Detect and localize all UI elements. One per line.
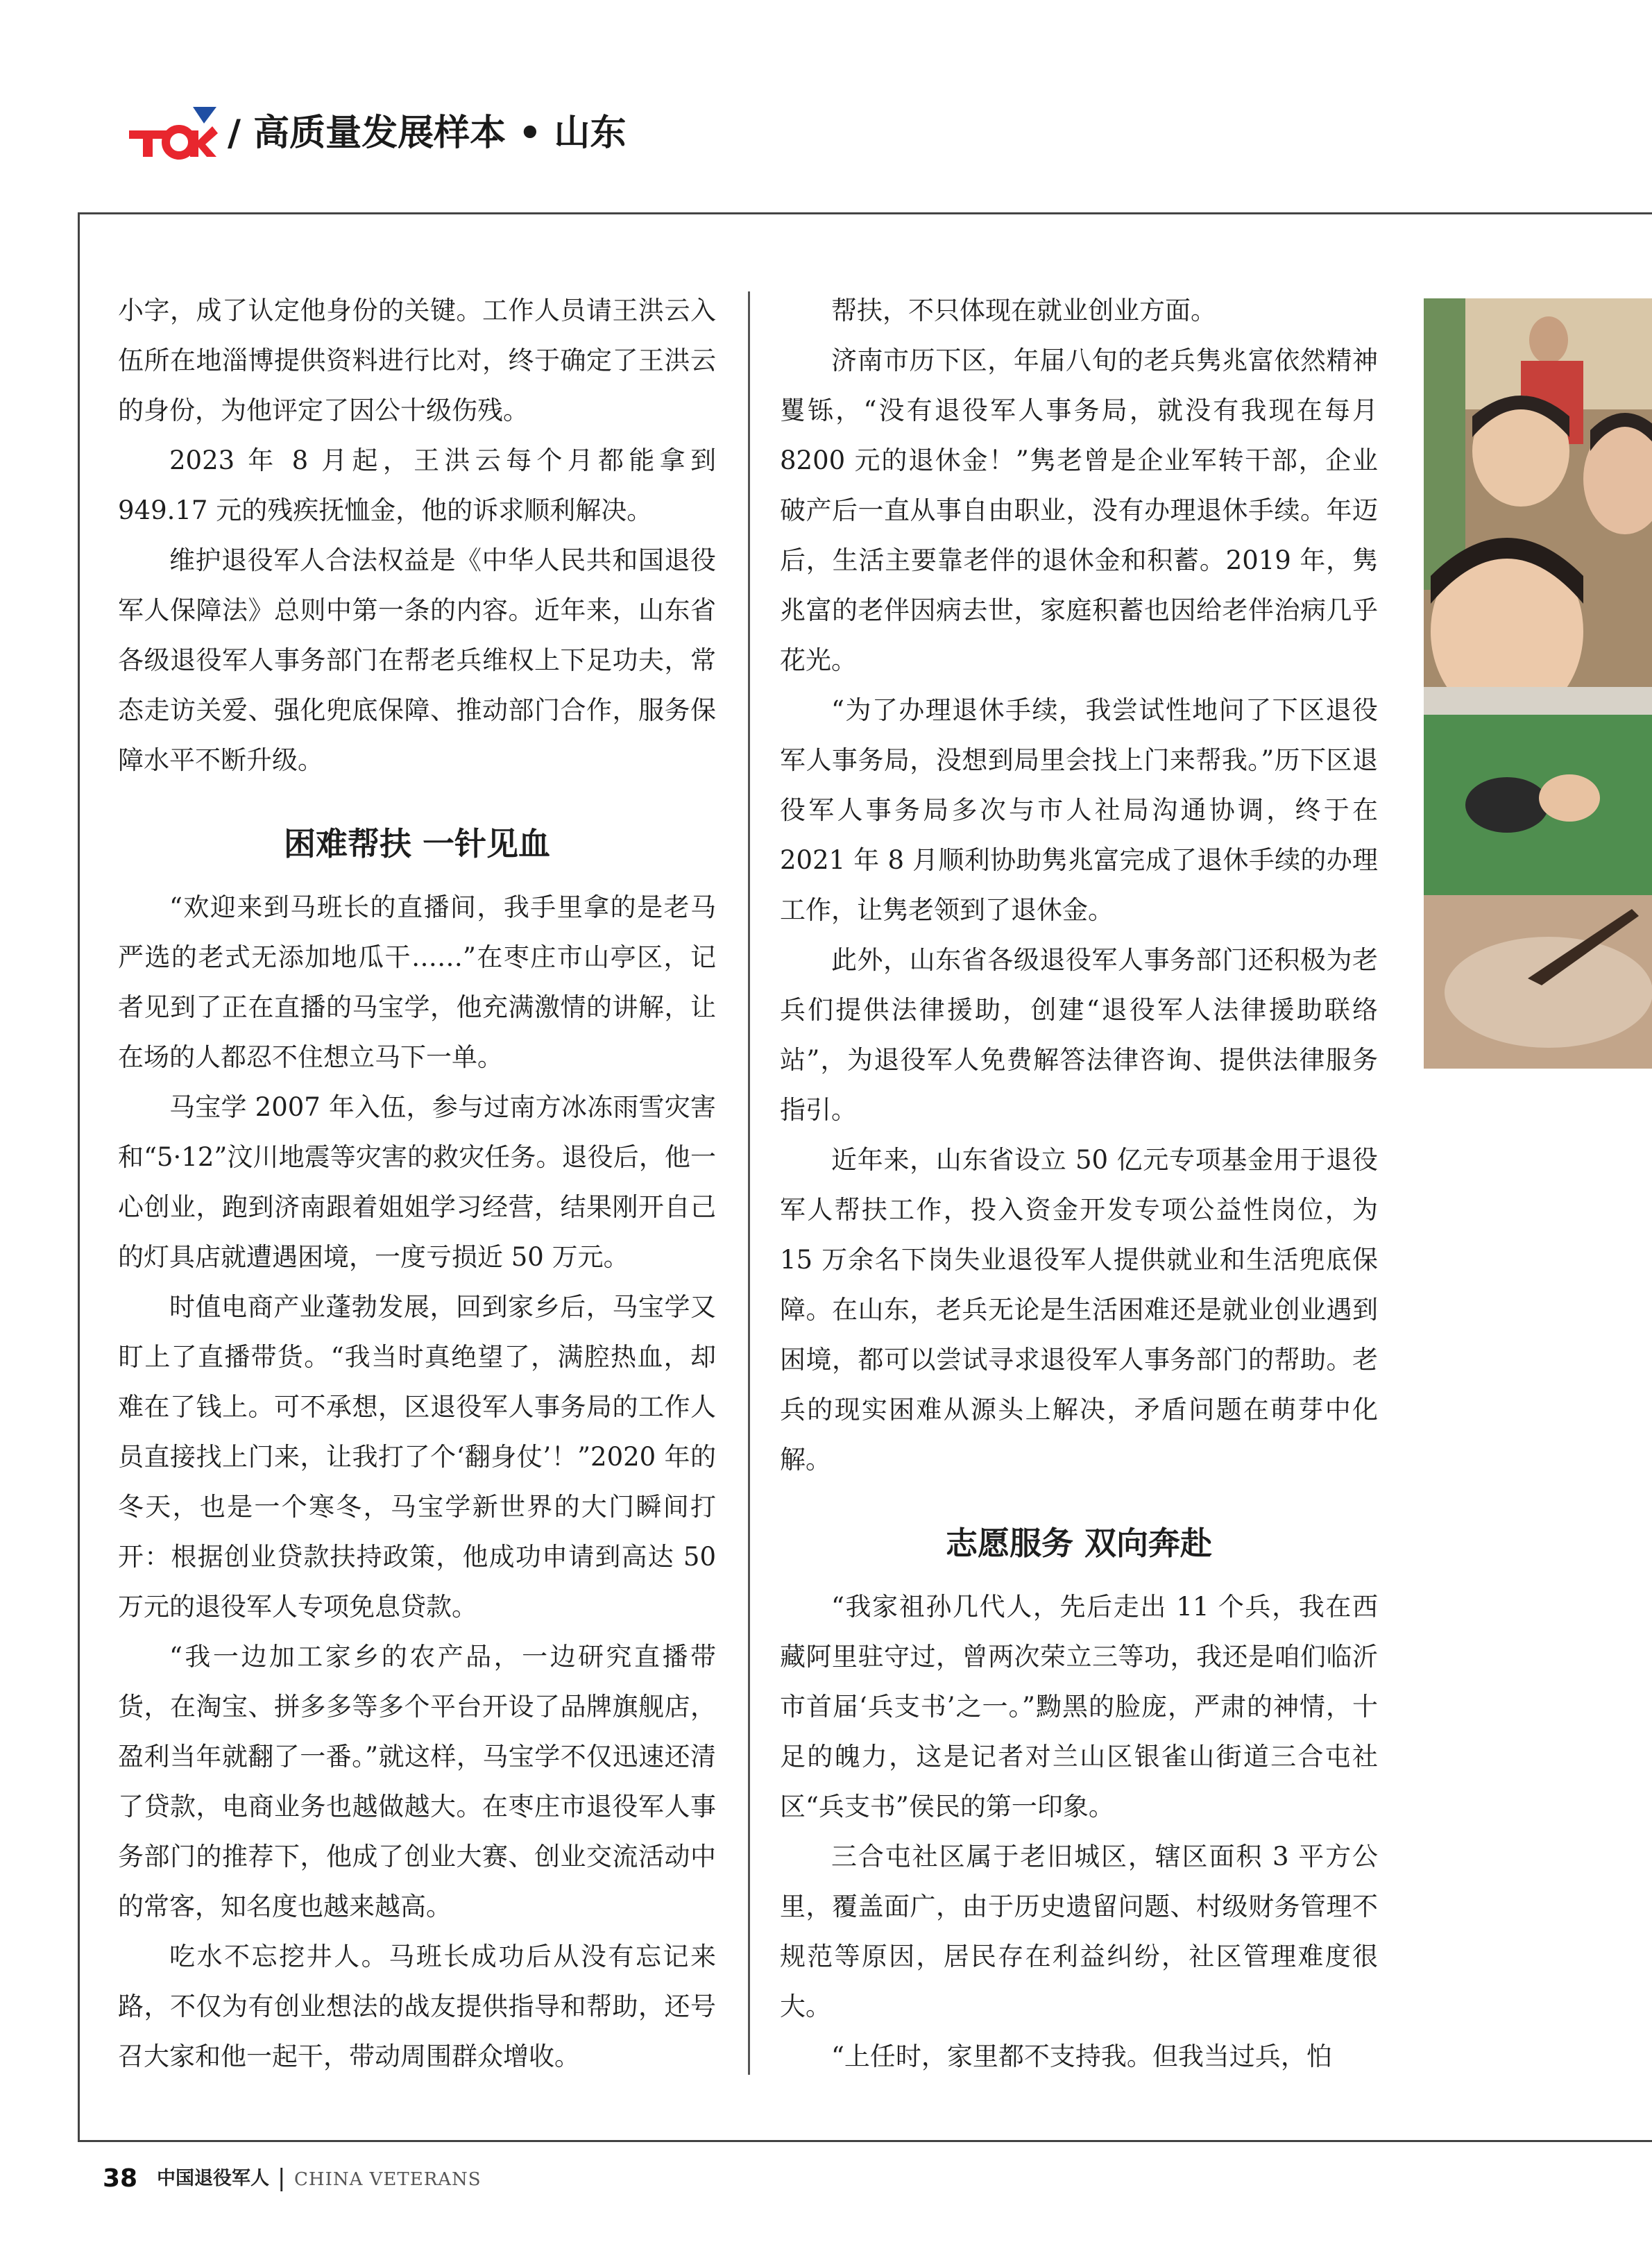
article-right-column [780, 286, 1378, 2082]
paragraph: 吃水不忘挖井人。马班长成功后从没有忘记来路，不仅为有创业想法的战友提供指导和帮助，还号召大家和他一起干，带动周围群众增收。 [118, 1942, 716, 2071]
paragraph: “为了办理退休手续，我尝试性地问了下区退役军人事务局，没想到局里会找上门来帮我。”历下区退役军人事务局多次与市人社局沟通协调，终于在 2021 年 8 月顺利协助隽兆富完成了退休手续的办理工作，让隽老领到了退休金。 [780, 695, 1378, 925]
frame-left-rule [78, 212, 80, 2141]
page-footer [103, 2159, 1005, 2201]
paragraph: 近年来，山东省设立 50 亿元专项基金用于退役军人帮扶工作，投入资金开发专项公益性岗位，为 15 万余名下岗失业退役军人提供就业和生活兜底保障。在山东，老兵无论是生活困难还是就业创业遇到困境，都可以尝试寻求退役军人事务部门的帮助。老兵的现实困难从源头上解决，矛盾问题在萌芽中化解。 [780, 1145, 1378, 1475]
paragraph: “我家祖孙几代人，先后走出 11 个兵，我在西藏阿里驻守过，曾两次荣立三等功，我还是咱们临沂市首届‘兵支书’之一。”黝黑的脸庞，严肃的神情，十足的魄力，这是记者对兰山区银雀山街道三合屯社区“兵支书”侯民的第一印象。 [780, 1592, 1378, 1821]
paragraph: 小字，成了认定他身份的关键。工作人员请王洪云入伍所在地淄博提供资料进行比对，终于确定了王洪云的身份，为他评定了因公十级伤残。 [118, 296, 716, 425]
paragraph: 马宝学 2007 年入伍，参与过南方冰冻雨雪灾害和“5·12”汶川地震等灾害的救灾任务。退役后，他一心创业，跑到济南跟着姐姐学习经营，结果刚开自己的灯具店就遭遇困境，一度亏损近 50 万元。 [118, 1092, 716, 1272]
paragraph: 帮扶，不只体现在就业创业方面。 [831, 296, 1216, 325]
frame-top-rule [78, 212, 1652, 214]
section-heading: 志愿服务 双向奔赴 [945, 1525, 1212, 1562]
paragraph: “我一边加工家乡的农产品，一边研究直播带货，在淘宝、拼多多等多个平台开设了品牌旗舰店，盈利当年就翻了一番。”就这样，马宝学不仅迅速还清了贷款，电商业务也越做越大。在枣庄市退役军人事务部门的推荐下，他成了创业大赛、创业交流活动中的常客，知名度也越来越高。 [118, 1642, 716, 1921]
page-header [126, 97, 1098, 173]
paragraph: 维护退役军人合法权益是《中华人民共和国退役军人保障法》总则中第一条的内容。近年来，山东省各级退役军人事务部门在帮老兵维权上下足功夫，常态走访关爱、强化兜底保障、推动部门合作，服务保障水平不断升级。 [118, 545, 716, 775]
section-heading: 困难帮扶 一针见血 [283, 825, 550, 863]
section-title: / 高质量发展样本 • 山东 [228, 112, 627, 154]
paragraph: 2023 年 8 月起，王洪云每个月都能拿到 949.17 元的残疾抚恤金，他的诉求顺利解决。 [118, 445, 716, 525]
paragraph: “欢迎来到马班长的直播间，我手里拿的是老马严选的老式无添加地瓜干……”在枣庄市山亭区，记者见到了正在直播的马宝学，他充满激情的讲解，让在场的人都忍不住想立马下一单。 [118, 892, 716, 1072]
page-number: 38 [103, 2164, 138, 2193]
footer-separator: | [278, 2164, 286, 2192]
magazine-logo-icon [126, 103, 218, 161]
magazine-name: 中国退役军人 [157, 2168, 269, 2189]
paragraph: “上任时，家里都不支持我。但我当过兵，怕 [831, 2041, 1332, 2071]
magazine-name-en: CHINA VETERANS [294, 2169, 482, 2190]
paragraph: 此外，山东省各级退役军人事务部门还积极为老兵们提供法律援助，创建“退役军人法律援助联络站”，为退役军人免费解答法律咨询、提供法律服务指引。 [780, 945, 1378, 1125]
frame-bottom-rule [78, 2140, 1652, 2142]
photo-illustration [1424, 298, 1652, 1069]
paragraph: 时值电商产业蓬勃发展，回到家乡后，马宝学又盯上了直播带货。“我当时真绝望了，满腔热血，却难在了钱上。可不承想，区退役军人事务局的工作人员直接找上门来，让我打了个‘翻身仗’！”2020 年的冬天，也是一个寒冬，马宝学新世界的大门瞬间打开：根据创业贷款扶持政策，他成功申请到高达 50 万元的退役军人专项免息贷款。 [118, 1292, 716, 1622]
paragraph: 三合屯社区属于老旧城区，辖区面积 3 平方公里，覆盖面广，由于历史遗留问题、村级财务管理不规范等原因，居民存在利益纠纷，社区管理难度很大。 [780, 1842, 1378, 2021]
article-left-column [118, 286, 716, 2082]
paragraph: 济南市历下区，年届八旬的老兵隽兆富依然精神矍铄，“没有退役军人事务局，就没有我现在每月 8200 元的退休金！”隽老曾是企业军转干部，企业破产后一直从事自由职业，没有办理退休手续。年迈后，生活主要靠老伴的退休金和积蓄。2019 年，隽兆富的老伴因病去世，家庭积蓄也因给老伴治病几乎花光。 [780, 346, 1378, 675]
column-divider [748, 291, 750, 2075]
children-activity-photo [1424, 298, 1652, 1069]
